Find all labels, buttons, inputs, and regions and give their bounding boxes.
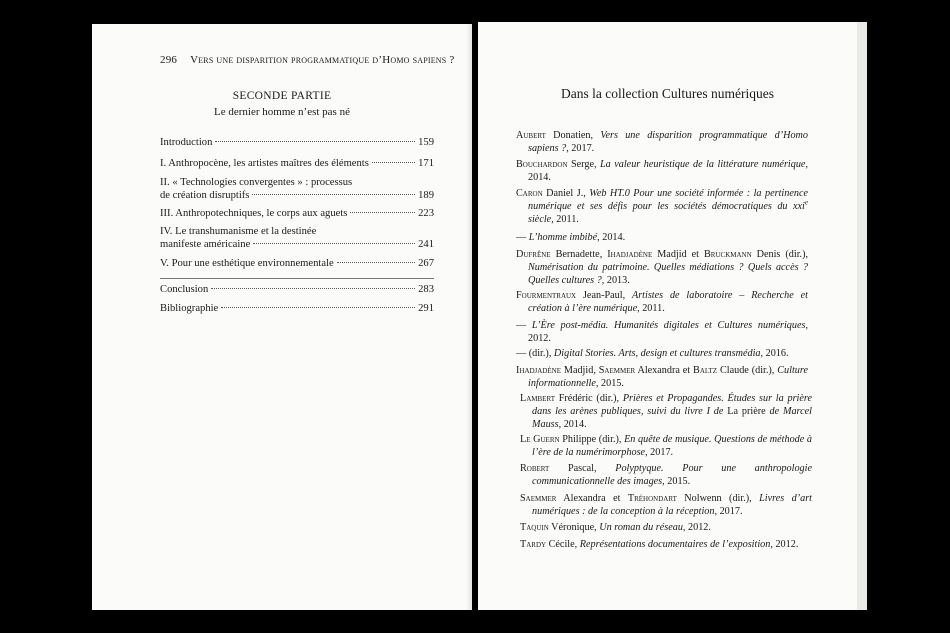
toc-page: 241 xyxy=(418,238,434,250)
bibliography-entry: Dufrêne Bernadette, Ihadjadène Madjid et Bruckmann Denis (dir.), Numérisation du patrimoine. Quelles médiations ? Quels accès ? Quelles cultures ?, 2013. xyxy=(516,249,809,287)
toc-page: 283 xyxy=(418,284,434,295)
toc-page: 159 xyxy=(418,137,434,148)
toc-label: III. Anthropotechniques, le corps aux aguets xyxy=(160,208,348,219)
toc-entry xyxy=(160,177,434,202)
collection-title: Dans la collection Cultures numériques xyxy=(561,86,774,101)
toc-label: Conclusion xyxy=(160,284,209,295)
toc-label: de création disruptifs xyxy=(160,189,250,201)
toc-entry xyxy=(160,303,434,316)
bibliography-entry: Ihadjadène Madjid, Saemmer Alexandra et Baltz Claude (dir.), Culture informationnelle, 2015. xyxy=(516,365,808,390)
bibliography-entry: Le Guern Philippe (dir.), En quête de musique. Questions de méthode à l’ère de la numérimorphose, 2017. xyxy=(520,434,813,459)
toc-entry xyxy=(160,208,434,221)
bibliography-entry: — (dir.), Digital Stories. Arts, design et cultures transmédia, 2016. xyxy=(516,348,789,359)
bibliography-entry: Fourmentraux Jean-Paul, Artistes de laboratoire – Recherche et création à l’ère numérique, 2011. xyxy=(516,290,808,315)
page-number: 296 xyxy=(160,54,178,66)
divider xyxy=(160,278,434,279)
page-edge xyxy=(857,22,867,610)
toc-label: manifeste américaine xyxy=(160,238,251,250)
running-head xyxy=(160,54,454,66)
toc-entry xyxy=(160,258,434,271)
bibliography-entry: Robert Pascal, Polyptyque. Pour une anthropologie communicationnelle des images, 2015. xyxy=(520,463,812,488)
toc-page: 189 xyxy=(418,189,434,201)
toc-label: Bibliographie xyxy=(160,303,219,314)
part-subtitle: Le dernier homme n’est pas né xyxy=(214,106,350,118)
bibliography-entry: Taquin Véronique, Un roman du réseau, 2012. xyxy=(520,522,711,533)
toc-entry xyxy=(160,284,434,297)
bibliography-entry: Saemmer Alexandra et Tréhondart Nolwenn (dir.), Livres d’art numériques : de la conception à la réception, 2017. xyxy=(520,493,813,518)
left-page xyxy=(92,24,472,610)
toc-page: 223 xyxy=(418,208,434,219)
bibliography-entry: Caron Daniel J., Web HT.0 Pour une société informée : la pertinence numérique et ses défis pour les sociétés démocratiques du xxi$^e$ siècle, 2011. xyxy=(516,188,808,226)
bibliography-entry: — L’homme imbibé, 2014. xyxy=(516,232,626,243)
toc-page: 171 xyxy=(418,158,434,169)
toc-label: V. Pour une esthétique environnementale xyxy=(160,258,334,269)
toc-label: IV. Le transhumanisme et la destinée xyxy=(160,226,317,237)
bibliography-entry: — L’Ère post-média. Humanités digitales et Cultures numériques, 2012. xyxy=(516,320,808,345)
toc-entry xyxy=(160,137,434,150)
bibliography-entry: Tardy Cécile, Représentations documentaires de l’exposition, 2012. xyxy=(520,539,799,550)
bibliography-entry: Aubert Donatien, Vers une disparition programmatique d’Homo sapiens ?, 2017. xyxy=(516,130,809,155)
toc-label: Introduction xyxy=(160,137,213,148)
right-page xyxy=(478,22,857,610)
toc-label: I. Anthropocène, les artistes maîtres des éléments xyxy=(160,158,369,169)
toc-page: 267 xyxy=(418,258,434,269)
toc-entry xyxy=(160,158,434,171)
running-head-title: Vers une disparition programmatique d’Homo sapiens ? xyxy=(190,54,455,66)
toc-entry xyxy=(160,226,434,251)
bibliography-entry: Lambert Frédéric (dir.), Prières et Propagandes. Études sur la prière dans les arènes publiques, suivi du livre I de La prière de Marcel Mauss, 2014. xyxy=(520,393,813,431)
toc-page: 291 xyxy=(418,303,434,314)
part-title: SECONDE PARTIE xyxy=(232,90,332,102)
toc-label: II. « Technologies convergentes » : processus xyxy=(160,177,353,188)
bibliography-entry: Bouchardon Serge, La valeur heuristique de la littérature numérique, 2014. xyxy=(516,159,808,184)
